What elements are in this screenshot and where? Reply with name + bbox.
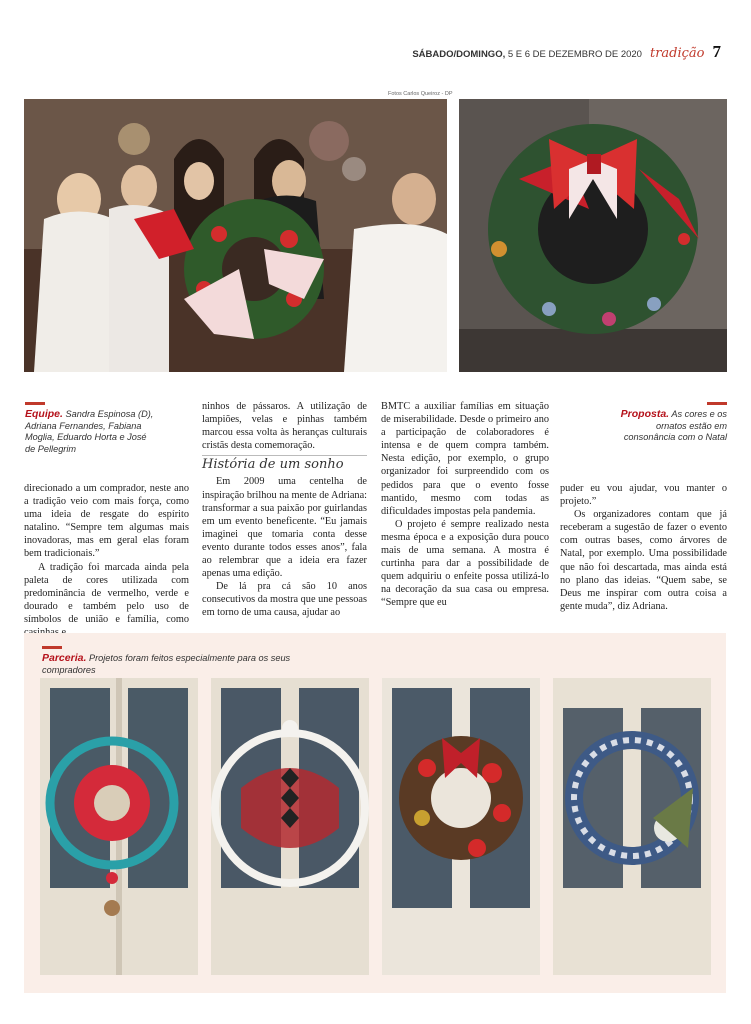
article-column-1 <box>24 482 189 639</box>
caption-parceria <box>42 646 302 676</box>
caption-text: Projetos foram feitos especialmente para os seus compradores <box>42 653 291 675</box>
paragraph: direcionado a um comprador, neste ano a tradição veio com mais força, como uma ideia de resgate do espírito natalino. “Sempre tem algumas mais inovadoras, mas em geral elas foram bem tradicionais.” <box>24 483 189 560</box>
paragraph: O projeto é sempre realizado nesta mesma época e a exposição dura pouco mais de uma semana. A mostra é curtinha para dar a possibilidade de quem adquiriu o enfeite possa utilizá-lo na decoração da sua casa ou empresa. “Sempre que eu <box>381 518 549 609</box>
page-number: 7 <box>712 42 721 61</box>
paragraph: Os organizadores contam que já receberam a sugestão de fazer o evento com outras bases, como árvores de Natal, por exemplo. Uma possibilidade que não foi descartada, mas ainda está no plano das ideias. “Quem sabe, se Deus me inspirar com outra coisa a gente muda”, diz Adriana. <box>560 509 727 612</box>
paragraph: puder eu vou ajudar, vou manter o projeto.” <box>560 483 727 508</box>
paragraph: A tradição foi marcada ainda pela paleta de cores utilizada com predominância de vermelho, verde e dourado e também pelo uso de símbolos de união e família, como <box>24 561 189 625</box>
article-column-4 <box>560 482 727 613</box>
door-wreath-photo-1 <box>40 678 198 975</box>
article-column-2 <box>202 400 367 620</box>
issue-date: SÁBADO/DOMINGO, 5 E 6 DE DEZEMBRO DE 2020 <box>412 49 642 60</box>
wreath-photo <box>459 99 727 372</box>
caption-proposta <box>602 402 727 444</box>
paragraph: De lá pra cá são 10 anos consecutivos da mostra que une pessoas em torno de uma causa, ajudar ao <box>202 581 367 619</box>
photo-credit: Fotos Carlos Queiroz - DP <box>388 91 453 97</box>
group-photo <box>24 99 447 372</box>
caption-accent-bar <box>25 402 45 405</box>
parceria-panel <box>24 633 726 993</box>
caption-lead: Proposta. <box>620 408 670 420</box>
article-column-3 <box>381 400 549 610</box>
paragraph: ninhos de pássaros. A utilização de lampiões, velas e pinhas também marcou essa volta às heranças culturais cristãs desta comemoração. <box>202 401 367 452</box>
caption-lead: Parceria. <box>42 652 87 664</box>
caption-equipe <box>25 402 155 455</box>
subheading: História de um sonho <box>202 455 367 471</box>
caption-text: Sandra Espinosa (D), Adriana Fernandes, Fabiana Moglia, Eduardo Horta e José de Pellegrim <box>25 409 154 454</box>
paragraph: BMTC a auxiliar famílias em situação de miserabilidade. Desde o primeiro ano a participação de colaboradores é intensa e de quem compra também. Nesta edição, por exemplo, o grupo organizador foi surpreendido com os pedidos para que o evento fosse mantido, mesmo com todas as dificuldades impostas pela pandemia. <box>381 401 549 517</box>
caption-accent-bar <box>707 402 727 405</box>
door-wreath-photo-2 <box>211 678 369 975</box>
caption-lead: Equipe. <box>25 408 63 420</box>
page-header <box>412 42 721 62</box>
door-wreath-photo-3 <box>382 678 540 975</box>
section-name: tradição <box>649 46 705 61</box>
door-wreath-photo-4 <box>553 678 711 975</box>
paragraph: Em 2009 uma centelha de inspiração brilhou na mente de Adriana: transformar a sua paixão por guirlandas em um evento beneficente. “Eu jamais imaginei que tomaria conta desse evento durante todos esses anos”, fala ao relembrar que a ideia era fazer apenas uma edição. <box>202 476 367 580</box>
caption-accent-bar <box>42 646 62 649</box>
caption-text: As cores e os ornatos estão em consonância com o Natal <box>623 409 727 442</box>
